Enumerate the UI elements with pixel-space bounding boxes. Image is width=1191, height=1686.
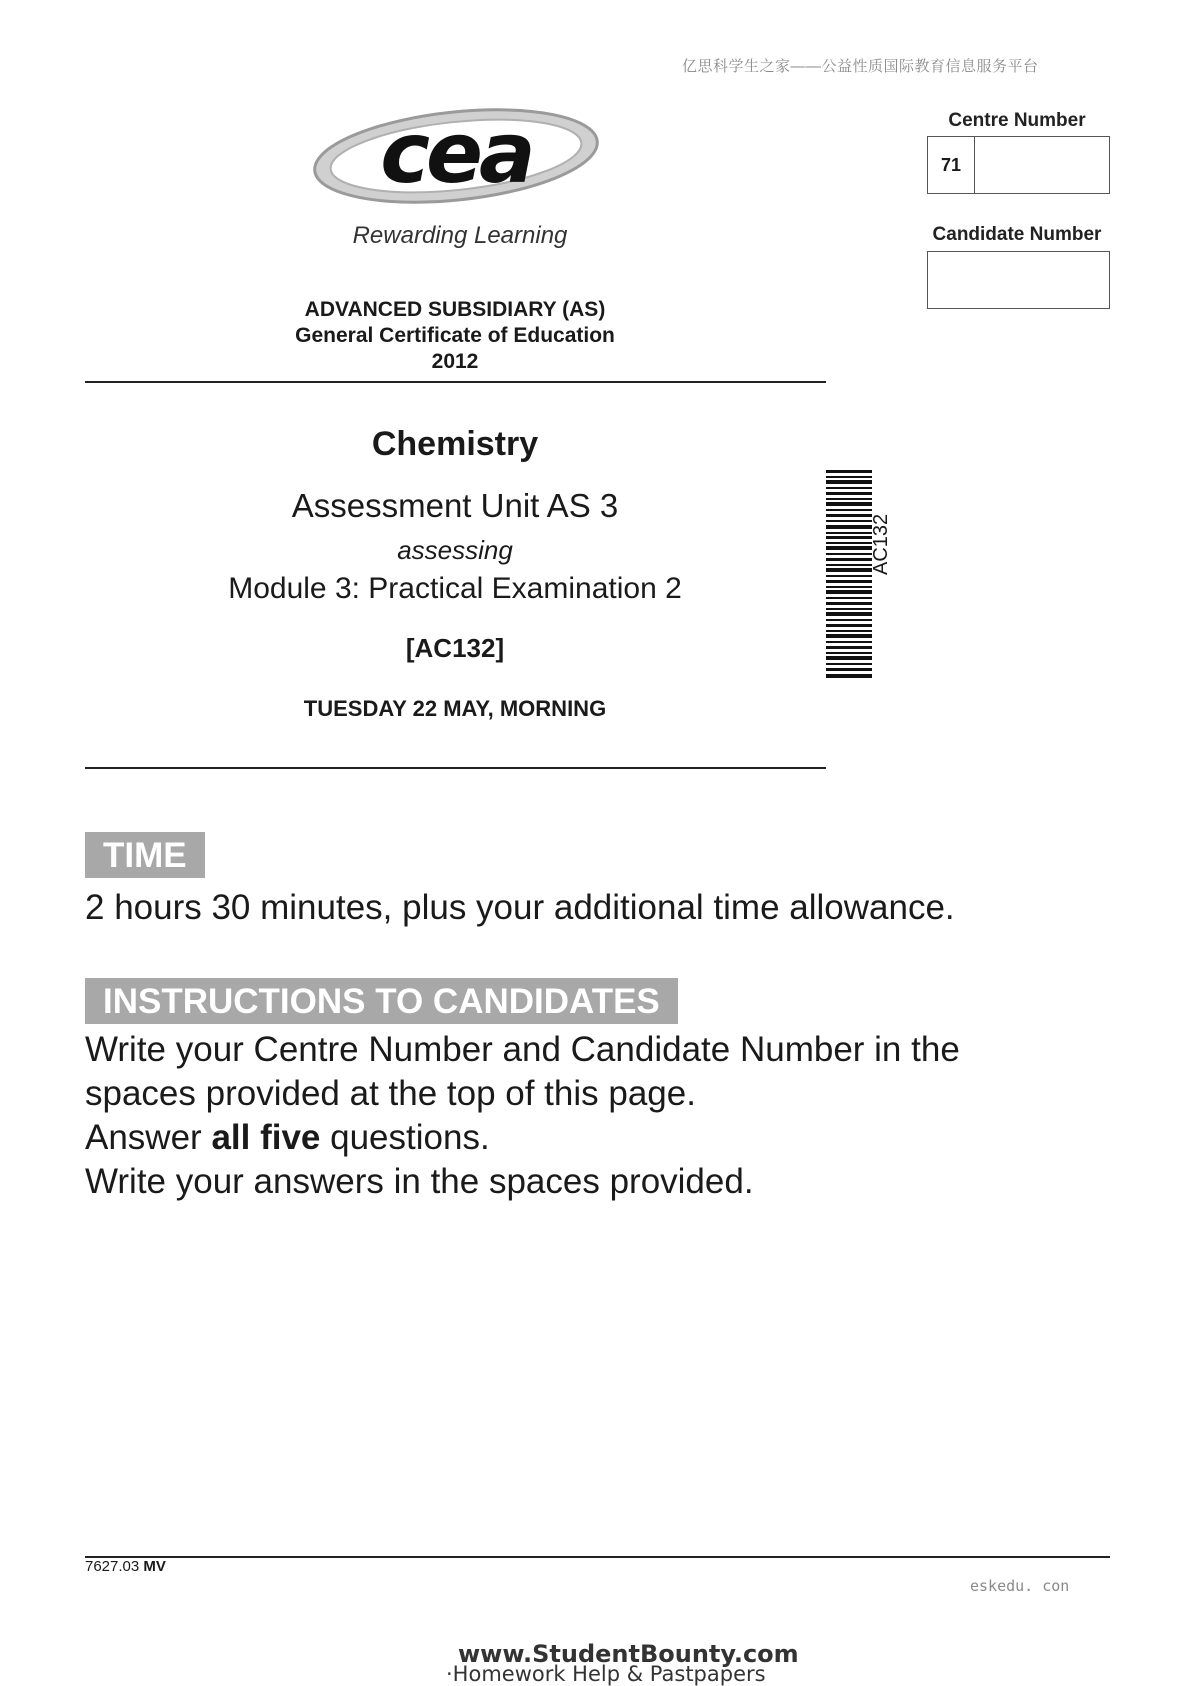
centre-number-label: Centre Number	[948, 110, 1086, 131]
assessment-unit: Assessment Unit AS 3	[291, 487, 619, 524]
watermark-text: 亿思科学生之家——公益性质国际教育信息服务平台	[682, 58, 1039, 75]
instruction-text: questions.	[320, 1118, 490, 1157]
svg-text:cea: cea	[380, 108, 532, 202]
exam-date: TUESDAY 22 MAY, MORNING	[303, 696, 607, 721]
module-name: Module 3: Practical Examination 2	[228, 572, 682, 605]
document-code	[85, 1558, 166, 1575]
divider	[85, 381, 826, 383]
cea-logo	[308, 108, 604, 218]
instruction-text: Answer	[85, 1118, 212, 1157]
studentbounty-url: www.StudentBounty.com	[458, 1640, 799, 1668]
candidate-number-box[interactable]	[927, 251, 1110, 309]
instruction-line: Write your Centre Number and Candidate Number in the	[85, 1030, 960, 1069]
qualification-name: General Certificate of Education	[295, 324, 615, 347]
centre-number-prefix: 71	[928, 137, 975, 193]
centre-number-entry[interactable]	[975, 137, 1109, 193]
instructions-heading: INSTRUCTIONS TO CANDIDATES	[85, 978, 678, 1024]
document-code-number: 7627.03	[85, 1558, 140, 1575]
paper-code: [AC132]	[405, 633, 505, 663]
candidate-number-label: Candidate Number	[932, 224, 1102, 245]
exam-year: 2012	[431, 350, 479, 373]
centre-number-box[interactable]	[927, 136, 1110, 194]
barcode-label: AC132	[870, 513, 892, 575]
footer-divider	[85, 1556, 1110, 1558]
site-watermark: eskedu. con	[970, 1577, 1070, 1595]
studentbounty-tagline: ·Homework Help & Pastpapers	[446, 1662, 766, 1686]
assessing-label: assessing	[397, 535, 513, 565]
divider	[85, 767, 826, 769]
instruction-line: Write your answers in the spaces provided.	[85, 1162, 754, 1201]
barcode	[826, 470, 872, 678]
qualification-level: ADVANCED SUBSIDIARY (AS)	[304, 298, 606, 321]
document-code-suffix: MV	[143, 1558, 166, 1575]
subject-title: Chemistry	[371, 425, 539, 463]
time-allowance-text: 2 hours 30 minutes, plus your additional time allowance.	[85, 888, 955, 927]
instruction-emphasis: all five	[211, 1118, 321, 1157]
logo-tagline: Rewarding Learning	[352, 222, 568, 249]
time-heading: TIME	[85, 832, 205, 878]
instruction-line	[85, 1118, 490, 1158]
instruction-line: spaces provided at the top of this page.	[85, 1074, 696, 1113]
